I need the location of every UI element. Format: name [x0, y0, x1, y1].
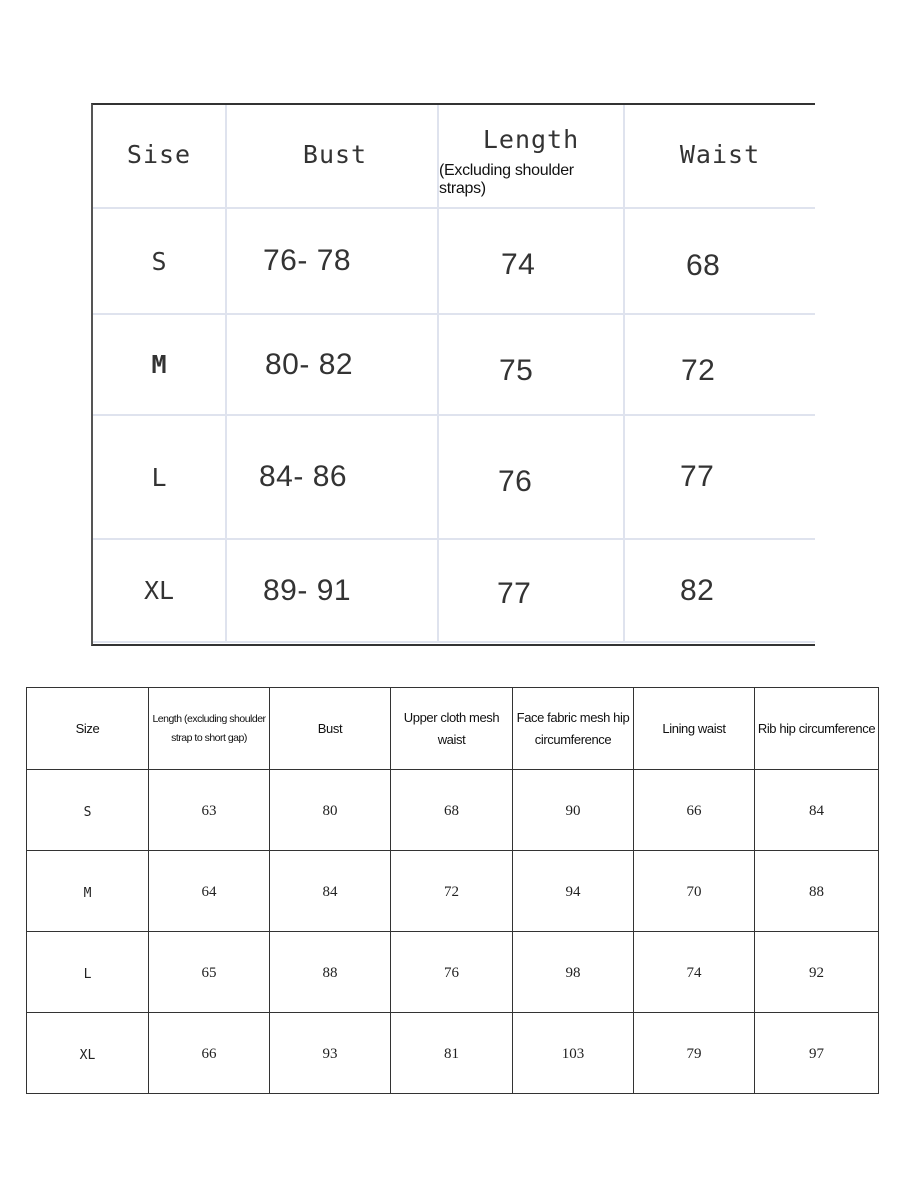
table2-cell: [149, 932, 270, 1013]
table2-value: 84: [809, 803, 824, 819]
table2-size-cell: XL: [79, 1047, 96, 1063]
table2-header-bust: Bust: [317, 720, 343, 736]
table1-header-bust: Bust: [302, 139, 368, 169]
table2-cell: [755, 851, 879, 932]
table1-header-waist: Waist: [679, 139, 761, 169]
table2-cell: [149, 1013, 270, 1094]
table2-cell: [634, 851, 755, 932]
table1-row: [93, 315, 815, 416]
table1-bust-cell: 80- 82: [265, 347, 354, 381]
table2-header-cell: [270, 688, 391, 770]
table2-cell: [391, 851, 513, 932]
table2-value: 66: [201, 1046, 217, 1062]
table1-row: [93, 209, 815, 315]
table1-header-length-note: (Excluding shoulder straps): [439, 161, 574, 197]
table2-row: [27, 1013, 879, 1094]
table2-cell: [634, 770, 755, 851]
table2-value: 97: [809, 1046, 824, 1062]
table2-cell: [755, 932, 879, 1013]
table2-value: 81: [444, 1046, 459, 1062]
table1-bust-cell: 84- 86: [259, 460, 348, 493]
table2-header-lining-waist: Lining waist: [662, 720, 726, 736]
table1-length-cell: 75: [499, 353, 534, 387]
table2-cell: [513, 1013, 634, 1094]
table2-cell: [513, 851, 634, 932]
table2-value: 63: [201, 803, 217, 819]
table2-value: 74: [686, 965, 702, 981]
table2-cell: [634, 1013, 755, 1094]
table1-row: [93, 416, 815, 540]
table2-cell: [513, 770, 634, 851]
size-chart-table-1: [91, 103, 815, 646]
table1-size-cell: L: [151, 462, 167, 492]
table2-cell: [513, 932, 634, 1013]
table2-cell: [391, 770, 513, 851]
table2-cell: [27, 932, 149, 1013]
table2-value: 65: [201, 965, 217, 981]
table1-size-cell: S: [151, 246, 167, 276]
table1-header-length: Length: [482, 124, 580, 154]
table2-row: [27, 851, 879, 932]
table2-cell: [270, 1013, 391, 1094]
table2-cell: [391, 932, 513, 1013]
table2-cell: [149, 851, 270, 932]
table2-cell: [270, 770, 391, 851]
table2-row: [27, 932, 879, 1013]
table2-cell: [270, 851, 391, 932]
table2-header-cell: [513, 688, 634, 770]
table2-cell: [634, 932, 755, 1013]
table2-value: 66: [686, 803, 702, 819]
table2-value: 76: [444, 965, 459, 981]
table1-bust-cell: 89- 91: [263, 573, 352, 607]
table1-header-row: [93, 105, 815, 209]
table2-cell: [149, 770, 270, 851]
table2-value: 88: [322, 965, 338, 981]
size-chart-table-2: [26, 687, 879, 1094]
table1-bust-cell: 76- 78: [263, 244, 352, 277]
table2-size-cell: M: [83, 885, 92, 901]
table2-header-length: Length (excluding shoulder strap to short gap): [152, 712, 266, 744]
table1-waist-cell: 68: [686, 249, 721, 282]
table2-cell: [391, 1013, 513, 1094]
table2-cell: [27, 851, 149, 932]
table2-value: 64: [201, 884, 217, 900]
table2-value: 98: [565, 965, 581, 981]
table2-cell: [27, 1013, 149, 1094]
table2-header-cell: [149, 688, 270, 770]
table2-header-cell: [755, 688, 879, 770]
table2-value: 88: [809, 884, 824, 900]
table2-value: 70: [686, 884, 702, 900]
table2-cell: [755, 1013, 879, 1094]
table2-header-row: [27, 688, 879, 770]
table1-length-cell: 74: [501, 248, 536, 281]
table2-value: 92: [809, 965, 824, 981]
table2-cell: [270, 932, 391, 1013]
table1-waist-cell: 77: [680, 460, 715, 493]
table2-value: 90: [565, 803, 581, 819]
table1-waist-cell: 72: [681, 353, 716, 387]
table2-header-size: Size: [75, 720, 100, 736]
table2-value: 79: [686, 1046, 702, 1062]
table2-header-face-fabric-mesh-hip: Face fabric mesh hip circumference: [516, 709, 630, 747]
table2-header-rib-hip: Rib hip circumference: [757, 720, 876, 736]
table2-header-upper-cloth-mesh-waist: Upper cloth mesh waist: [403, 709, 500, 747]
table1-row: [93, 540, 815, 643]
table2-header-cell: [634, 688, 755, 770]
table1-size-cell: M: [151, 350, 167, 379]
table1-length-cell: 77: [497, 576, 532, 610]
table2-value: 72: [444, 884, 459, 900]
table2-cell: [27, 770, 149, 851]
table1-waist-cell: 82: [680, 573, 715, 607]
table2-header-cell: [27, 688, 149, 770]
table2-value: 68: [444, 803, 459, 819]
table2-value: 103: [561, 1046, 585, 1062]
table2-size-cell: S: [83, 804, 92, 820]
table2-value: 94: [565, 884, 581, 900]
table1-size-cell: XL: [143, 576, 175, 605]
table2-cell: [755, 770, 879, 851]
table2-value: 84: [322, 884, 338, 900]
table1-header-size: Sise: [126, 139, 192, 169]
table2-header-cell: [391, 688, 513, 770]
table1-length-cell: 76: [498, 465, 533, 498]
table2-value: 93: [322, 1046, 338, 1062]
table2-size-cell: L: [83, 966, 92, 982]
table2-row: [27, 770, 879, 851]
table2-value: 80: [322, 803, 338, 819]
